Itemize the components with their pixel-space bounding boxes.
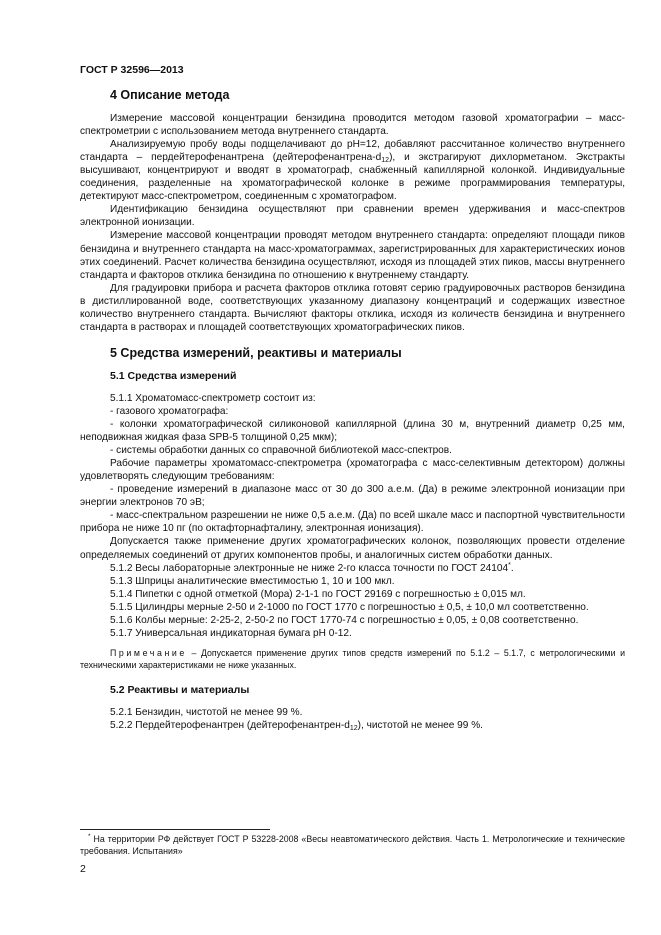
section-5-1-title: 5.1 Средства измерений: [110, 369, 237, 382]
paragraph: - проведение измерений в диапазоне масс от 30 до 300 а.е.м. (Да) в режиме электронной ионизации при энергии электронов 70 эВ;: [80, 484, 625, 509]
document-header: ГОСТ Р 32596—2013: [80, 64, 184, 76]
paragraph: - масс-спектральном разрешении не ниже 0,5 а.е.м. (Да) по всей шкале масс и паспортной чувствительности прибора не ниже 10 пг (по октафторнафталину, электронная ионизация).: [80, 510, 625, 535]
note-text: – Допускается применение других типов средств измерений по 5.1.2 – 5.1.7, с метрологическими и техническими характеристиками не ниже указанных.: [80, 647, 625, 670]
footnote: [80, 833, 625, 857]
section-5-2-title: 5.2 Реактивы и материалы: [110, 683, 250, 696]
document-body: [80, 86, 625, 732]
paragraph: Рабочие параметры хроматомасс-спектрометра (хроматографа с масс-селективным детектором) должны удовлетворять следующим требованиям:: [80, 458, 625, 483]
paragraph: 5.1.3 Шприцы аналитические вместимостью 1, 10 и 100 мкл.: [110, 575, 395, 587]
paragraph: 5.2.1 Бензидин, чистотой не менее 99 %.: [110, 706, 303, 718]
note: [80, 647, 625, 671]
section-4-title: 4 Описание метода: [110, 88, 230, 102]
paragraph: - колонки хроматографической силиконовой капиллярной (длина 30 м, внутренний диаметр 0,25 мм, неподвижная жидкая фаза SPB-5 толщиной 0,25 мкм);: [80, 419, 625, 444]
paragraph: Идентификацию бензидина осуществляют при сравнении времен удерживания и масс-спектров электронной ионизации.: [80, 204, 625, 229]
paragraph: 5.1.7 Универсальная индикаторная бумага pH 0-12.: [110, 627, 352, 639]
note-label: Примечание: [110, 647, 187, 658]
paragraph: Допускается также применение других хроматографических колонок, позволяющих провести отделение определяемых соединений от других компонентов пробы, и аналогичных систем обработки данных.: [80, 536, 625, 561]
paragraph: 5.1.2 Весы лабораторные электронные не ниже 2-го класса точности по ГОСТ 24104*.: [110, 561, 514, 574]
section-5-title: 5 Средства измерений, реактивы и материалы: [110, 345, 402, 360]
page-number: 2: [80, 863, 86, 875]
footnote-mark: *: [88, 833, 91, 840]
paragraph: - системы обработки данных со справочной библиотекой масс-спектров.: [110, 445, 452, 457]
paragraph: 5.2.2 Пердейтерофенантрен $(дейтерофенантрен-d_{12})$, чистотой не менее 99 %.: [110, 719, 483, 732]
paragraph: Измерение массовой концентрации бензидина проводится методом газовой хроматографии – масс-спектрометрии с использованием метода внутреннего стандарта.: [80, 113, 625, 138]
footnote-text: На территории РФ действует ГОСТ Р 53228-2008 «Весы неавтоматического действия. Часть 1. Метрологические и технические требования. Испытания»: [80, 834, 625, 856]
paragraph: - газового хроматографа:: [110, 405, 229, 417]
paragraph: Анализируемую пробу воды подщелачивают до pH=12, добавляют рассчитанное количество внутреннего стандарта – пердейтерофенантрена $(дейтерофенантрена-d_{12})$, и экстрагируют дихлорметаном. Экстракты высушивают, концентрируют и вводят в хроматограф, снабженный капиллярной колонкой. Индивидуальные соединения, разделенные на хроматографической колонке в режиме программирования температуры, детектируют масс-спектрометром, соединенным с хроматографом.: [80, 139, 625, 203]
footnote-divider: [80, 829, 270, 830]
paragraph: 5.1.1 Хроматомасс-спектрометр состоит из:: [110, 392, 316, 404]
paragraph: Измерение массовой концентрации проводят методом внутреннего стандарта: определяют площади пиков бензидина и внутреннего стандарта на масс-хроматограммах, зарегистрированных для характеристических ионов этих соединений. Расчет количества бензидина осуществляют, исходя из площадей этих пиков, массы внутреннего стандарта и факторов отклика бензидина по отношению к внутреннему стандарту.: [80, 230, 625, 281]
paragraph: Для градуировки прибора и расчета факторов отклика готовят серию градуировочных растворов бензидина в дистиллированной воде, соответствующих указанному диапазону концентраций и содержащих известное количество внутреннего стандарта. Вычисляют факторы отклика, исходя из количеств бензидина и внутреннего стандарта в растворах и площадей соответствующих хроматографических пиков.: [80, 282, 625, 333]
paragraph: 5.1.6 Колбы мерные: 2-25-2, 2-50-2 по ГОСТ 1770-74 с погрешностью ± 0,05, ± 0,08 соответственно.: [110, 614, 579, 626]
paragraph: 5.1.5 Цилиндры мерные 2-50 и 2-1000 по ГОСТ 1770 с погрешностью ± 0,5, ± 10,0 мл соответственно.: [110, 601, 589, 613]
paragraph: 5.1.4 Пипетки с одной отметкой (Мора) 2-1-1 по ГОСТ 29169 с погрешностью ± 0,015 мл.: [110, 588, 526, 600]
